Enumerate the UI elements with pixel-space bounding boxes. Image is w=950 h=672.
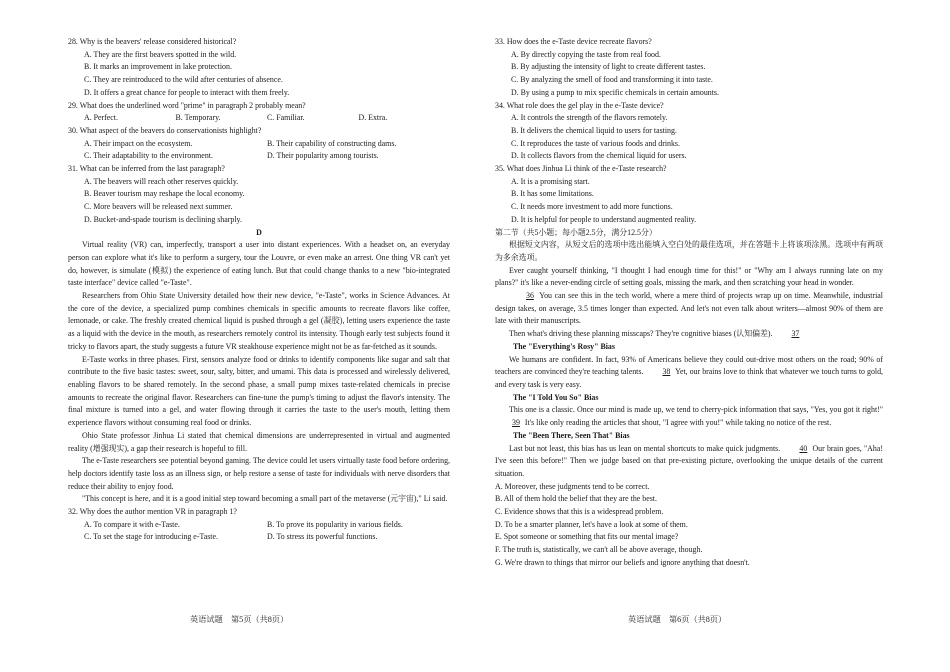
passage-d-paragraph-3: E-Taste works in three phases. First, sensors analyze food or drinks to identify components like sugar and salt that contribute to the five basic tastes: sweet, sour, salty, bitter, and umami. This data is processed and wirelessly delivered, enabling flavors to be shared remotely. In the second phase, a small pump mixes taste-related chemicals in precise amounts to recreate the original flavor. Researchers can fine-tune the pump's timing to adjust the flavor's intensity. The final mixture is turned into a gel, and water flowing through it carries the taste to the user's mouth, letting them experience flavors without consuming real food or drinks. xyxy=(68,354,450,428)
footer-right-page: 英语试题 第6页（共8页） xyxy=(628,615,727,624)
q35-option-a: A. It is a promising start. xyxy=(511,176,590,186)
passage-d-paragraph-2: Researchers from Ohio State University detailed how their new device, "e-Taste", works in Science Advances. At the core of the device, a specialized pump combines chemicals in specific amounts to recreate flavors like coffee, lemonade, or cake. The freshly created chemical liquid is pushed through a gel (凝胶), letting users experience the taste as a liquid with the device in the mouth, as researchers remotely control its intensity. Though early test subjects found it tricky to flavors apart, the study suggests a future VR steakhouse experience might not be as far-fetched as it sounds. xyxy=(68,291,450,351)
passage-paragraph-39 xyxy=(495,404,883,429)
footer-left-page: 英语试题 第5页（共8页） xyxy=(190,615,289,624)
blank-36: 36 xyxy=(526,291,534,301)
option-a: A. Moreover, these judgments tend to be correct. xyxy=(495,481,650,491)
passage-d-paragraph-6: "This concept is here, and it is a good initial step toward becoming a small part of the metaverse (元宇宙)," Li said. xyxy=(82,494,448,504)
q33-option-c: C. By analyzing the smell of food and transforming it into taste. xyxy=(511,75,713,85)
q28-option-b: B. It marks an improvement in lake protection. xyxy=(84,62,232,72)
heading-been-there-bias: The "Been There, Seen That" Bias xyxy=(513,430,630,440)
blank-38: 38 xyxy=(662,367,671,377)
heading-told-you-so-bias: The "I Told You So" Bias xyxy=(513,392,599,402)
q29-option-c: C. Familiar. xyxy=(267,113,305,123)
told-text-a: This one is a classic. Once our mind is made up, we tend to cherry-pick information that says, "Yes, you got it right!" xyxy=(509,405,883,415)
q28-option-a: A. They are the first beavers spotted in the wild. xyxy=(84,49,237,59)
q33-option-a: A. By directly copying the taste from real food. xyxy=(511,49,661,59)
blank-37: 37 xyxy=(791,329,800,339)
q28-option-c: C. They are reintroduced to the wild after centuries of absence. xyxy=(84,75,283,85)
passage-paragraph-40 xyxy=(495,443,883,481)
q29-stem: 29. What does the underlined word "prime" in paragraph 2 probably mean? xyxy=(68,100,306,110)
q29-option-a: A. Perfect. xyxy=(84,113,118,123)
q33-option-b: B. By adjusting the intensity of light to create different tastes. xyxy=(511,62,706,72)
rosy-text-a: We humans are confident. In fact, 93% of Americans believe they could out-drive most others on the road; 90% of teachers are convinced they're teaching talents. xyxy=(495,354,883,377)
told-text-b: It's like only reading the articles that shout, "I agree with you!" while taking no notice of the rest. xyxy=(524,418,832,428)
q30-option-d: D. Their popularity among tourists. xyxy=(267,151,379,161)
option-c: C. Evidence shows that this is a widespread problem. xyxy=(495,507,664,517)
passage-paragraph-37 xyxy=(495,328,883,341)
section-2-heading: 第二节（共5小题；每小题2.5分，满分12.5分） xyxy=(495,227,657,237)
q35-option-d: D. It is helpful for people to understand augmented reality. xyxy=(511,214,697,224)
q31-option-b: B. Beaver tourism may reshape the local economy. xyxy=(84,189,245,199)
option-e: E. Spot someone or something that fits our mental image? xyxy=(495,532,679,542)
q32-options-cd xyxy=(68,531,450,544)
q35-option-c: C. It needs more investment to add more functions. xyxy=(511,202,673,212)
q34-option-d: D. It collects flavors from the chemical liquid for users. xyxy=(511,151,687,161)
q29-option-b: B. Temporary. xyxy=(175,113,221,123)
q31-option-a: A. The beavers will reach other reserves quickly. xyxy=(84,176,239,186)
q32-option-c: C. To set the stage for introducing e-Taste. xyxy=(84,532,218,542)
q32-option-d: D. To stress its powerful functions. xyxy=(267,532,378,542)
option-g: G. We're drawn to things that mirror our beliefs and ignore anything that doesn't. xyxy=(495,557,750,567)
q35-stem: 35. What does Jinhua Li think of the e-Taste research? xyxy=(495,164,667,174)
q28-option-d: D. It offers a great chance for people to interact with them freely. xyxy=(84,87,290,97)
q35-option-b: B. It has some limitations. xyxy=(511,189,594,199)
been-text-a: Last but not least, this bias has us lean on mental shortcuts to make quick judgments. xyxy=(509,443,781,453)
q30-options-ab xyxy=(68,138,450,151)
q28-stem: 28. Why is the beavers' release considered historical? xyxy=(68,37,237,46)
q33-option-d: D. By using a pump to mix specific chemicals in certain amounts. xyxy=(511,87,719,97)
q34-option-b: B. It delivers the chemical liquid to users for tasting. xyxy=(511,125,677,135)
section-d-heading: D xyxy=(256,227,262,237)
section-2-instructions: 根据短文内容，从短文后的选项中选出能填入空白处的最佳选项，并在答题卡上将该项涂黑。选项中有两项为多余选项。 xyxy=(495,240,883,262)
passage-paragraph-38 xyxy=(495,354,883,392)
q31-option-d: D. Bucket-and-spade tourism is declining sharply. xyxy=(84,214,242,224)
right-column xyxy=(495,36,883,570)
q29-option-d: D. Extra. xyxy=(358,113,388,123)
q30-options-cd xyxy=(68,150,450,163)
q32-options-ab xyxy=(68,519,450,532)
q29-options xyxy=(68,112,450,125)
q30-stem: 30. What aspect of the beavers do conservationists highlight? xyxy=(68,125,262,135)
q30-option-a: A. Their impact on the ecosystem. xyxy=(84,138,193,148)
q32-option-a: A. To compare it with e-Taste. xyxy=(84,519,180,529)
blank-40: 40 xyxy=(799,443,808,453)
blank-39: 39 xyxy=(512,418,520,428)
passage-intro: Ever caught yourself thinking, "I thought I had enough time for this!" or "Why am I always running late on my plans?" it's like a never-ending circle of setting goals, missing the mark, and then scratching your head in wonder. xyxy=(495,265,883,288)
passage-paragraph-36 xyxy=(495,290,883,328)
heading-rosy-bias: The "Everything's Rosy" Bias xyxy=(513,341,615,351)
q34-option-c: C. It reproduces the taste of various foods and drinks. xyxy=(511,138,680,148)
q31-stem: 31. What can be inferred from the last paragraph? xyxy=(68,164,225,174)
paragraph-36-text: You can see this in the tech world, where a mere third of projects wrap up on time. Meanwhile, industrial design takes, on average, 3.5 times longer than expected. And let's not even talk about writers—almost 90% of them are late with their manuscripts. xyxy=(495,291,883,326)
left-column xyxy=(68,36,450,544)
passage-d-paragraph-4: Ohio State professor Jinhua Li stated that chemical dimensions are underrepresented in virtual and augmented reality (增强现实), a gap their research is hopeful to fill. xyxy=(68,430,450,453)
q34-stem: 34. What role does the gel play in the e-Taste device? xyxy=(495,100,664,110)
rosy-text-b: Yet, our brains love to think that whatever we touch turns to gold, and every task is very easy. xyxy=(495,367,884,389)
q34-option-a: A. It controls the strength of the flavors remotely. xyxy=(511,113,668,123)
been-text-b: Our brain goes, "Aha! I've seen this before!" Then we judge based on that pre-existing picture, overlooking the unique details of the current situation. xyxy=(495,443,883,478)
q33-stem: 33. How does the e-Taste device recreate flavors? xyxy=(495,37,652,46)
passage-d-paragraph-1: Virtual reality (VR) can, imperfectly, transport a user into distant experiences. With a headset on, an everyday person can explore what it's like to perform a surgery, tour the Louvre, or even make an arrest. One thing VR can't yet do, however, is simulate (模拟) the experience of eating lunch. But that could change thanks to a new "bio-integrated taste interface" device called "e-Taste". xyxy=(68,240,450,288)
paragraph-37-text: Then what's driving these planning misscaps? They're cognitive biases (认知偏差). xyxy=(509,329,773,339)
option-d: D. To be a smarter planner, let's have a look at some of them. xyxy=(495,519,688,529)
q31-option-c: C. More beavers will be released next summer. xyxy=(84,202,233,212)
passage-d-paragraph-5: The e-Taste researchers see potential beyond gaming. The device could let users virtually taste food before ordering, help doctors identify taste loss as an illness sign, or help restore a sense of taste for individuals with nerve disorders that reduce their ability to enjoy food. xyxy=(68,456,450,491)
q30-option-b: B. Their capability of constructing dams. xyxy=(267,138,397,148)
option-b: B. All of them hold the belief that they are the best. xyxy=(495,494,657,504)
option-f: F. The truth is, statistically, we can't all be above average, though. xyxy=(495,545,703,555)
q32-stem: 32. Why does the author mention VR in paragraph 1? xyxy=(68,507,237,517)
q32-option-b: B. To prove its popularity in various fields. xyxy=(267,519,403,529)
q30-option-c: C. Their adaptability to the environment. xyxy=(84,151,213,161)
